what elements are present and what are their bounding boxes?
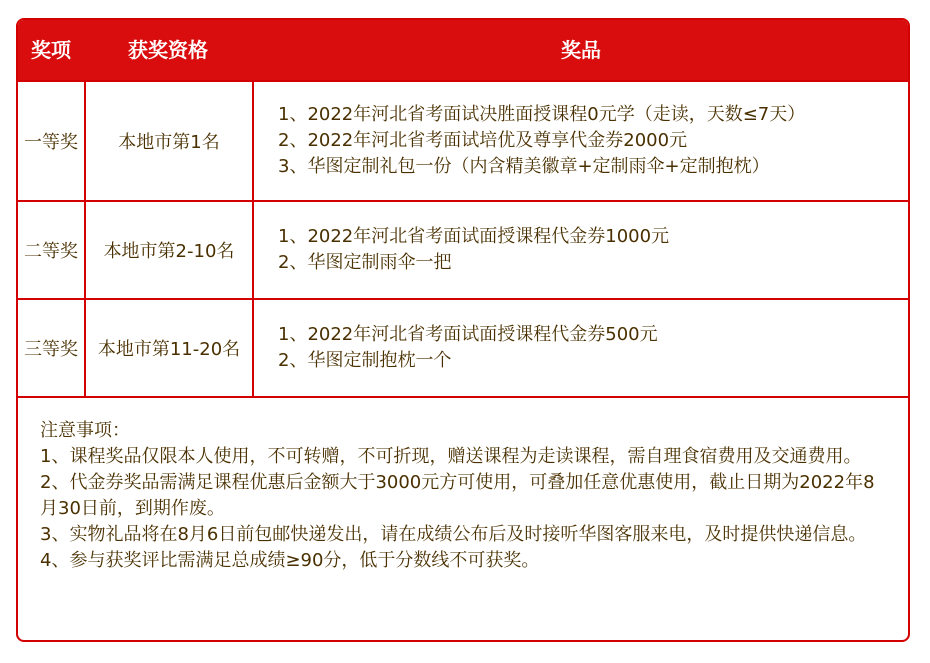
qualification-cell: 本地市第1名 [84, 82, 252, 200]
header-prize: 奖品 [561, 38, 601, 62]
prize-item: 1、2022年河北省考面试面授课程代金券500元 [278, 324, 658, 345]
note-line: 2、代金券奖品需满足课程优惠后金额大于3000元方可使用，可叠加任意优惠使用，截止日期为2022年8月30日前，到期作废。 [40, 472, 875, 519]
award-table [16, 18, 910, 642]
award-cell: 三等奖 [24, 339, 78, 360]
prize-item: 2、2022年河北省考面试培优及尊享代金券2000元 [278, 130, 688, 151]
note-line: 3、实物礼品将在8月6日前包邮快递发出，请在成绩公布后及时接听华图客服来电，及时提供快递信息。 [40, 524, 867, 545]
note-line: 1、课程奖品仅限本人使用，不可转赠，不可折现，赠送课程为走读课程，需自理食宿费用及交通费用。 [40, 446, 862, 467]
note-line: 4、参与获奖评比需满足总成绩≥90分，低于分数线不可获奖。 [40, 550, 540, 571]
header-award: 奖项 [31, 38, 71, 62]
table-row [18, 298, 908, 396]
notes-section [18, 396, 908, 642]
table-header [18, 20, 908, 80]
prize-item: 2、华图定制雨伞一把 [278, 252, 452, 273]
table-row [18, 80, 908, 200]
award-cell: 二等奖 [24, 241, 78, 262]
notes-title: 注意事项： [40, 420, 130, 441]
prize-item: 3、华图定制礼包一份（内含精美徽章+定制雨伞+定制抱枕） [278, 156, 770, 177]
header-qualification: 获奖资格 [128, 38, 208, 62]
prize-cell [252, 82, 908, 200]
prize-item: 1、2022年河北省考面试决胜面授课程0元学（走读，天数≤7天） [278, 104, 806, 125]
qualification-cell: 本地市第2-10名 [84, 202, 252, 298]
award-cell: 一等奖 [24, 132, 78, 153]
table-row [18, 200, 908, 298]
prize-cell [252, 202, 908, 298]
qualification-cell: 本地市第11-20名 [84, 300, 252, 396]
prize-item: 1、2022年河北省考面试面授课程代金券1000元 [278, 226, 670, 247]
prize-cell [252, 300, 908, 396]
prize-item: 2、华图定制抱枕一个 [278, 350, 452, 371]
